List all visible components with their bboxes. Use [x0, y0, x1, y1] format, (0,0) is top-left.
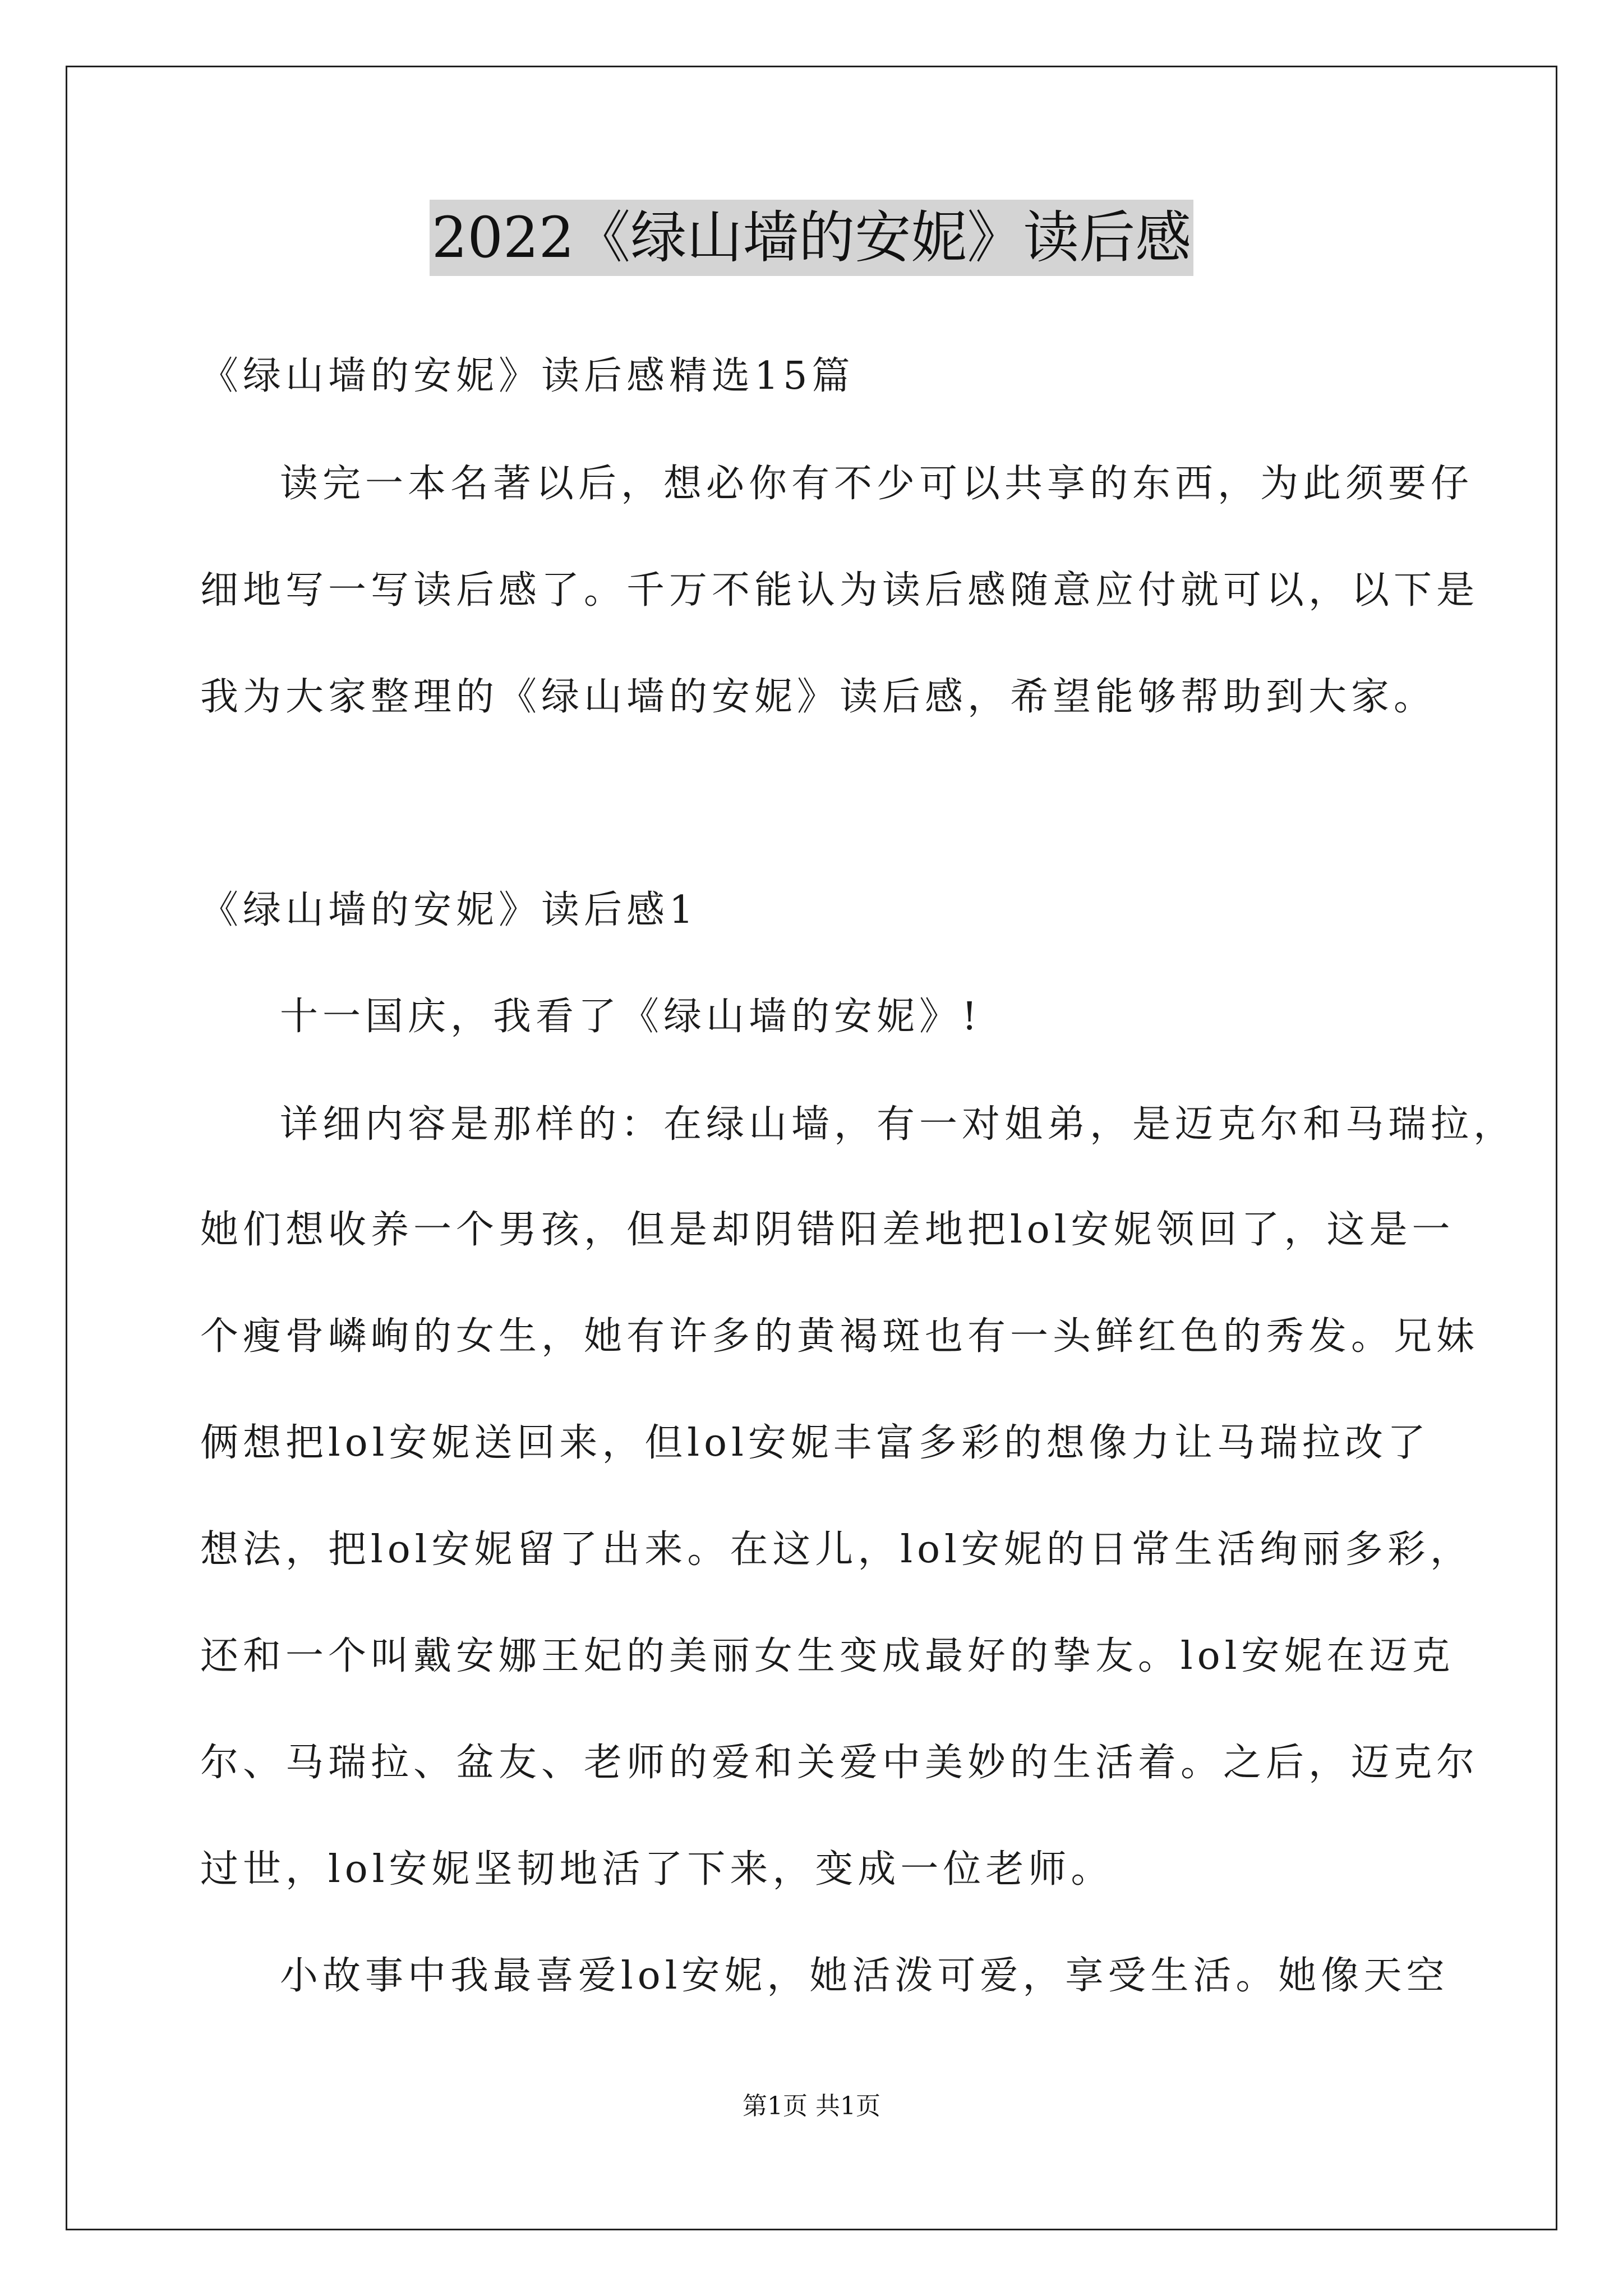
body-line: 想法，把lol安妮留了出来。在这儿，lol安妮的日常生活绚丽多彩，	[200, 1527, 1473, 1572]
section-heading: 《绿山墙的安妮》读后感1	[200, 888, 698, 932]
body-line: 十一国庆，我看了《绿山墙的安妮》!	[280, 995, 982, 1039]
title-container	[0, 200, 1623, 276]
body-line: 个瘦骨嶙峋的女生，她有许多的黄褐斑也有一头鲜红色的秀发。兄妹	[200, 1314, 1479, 1359]
intro-line: 细地写一写读后感了。千万不能认为读后感随意应付就可以，以下是	[200, 568, 1479, 613]
page-title: 2022《绿山墙的安妮》读后感	[430, 200, 1194, 276]
body-line: 小故事中我最喜爱lol安妮，她活泼可爱，享受生活。她像天空	[280, 1954, 1449, 1998]
body-line: 还和一个叫戴安娜王妃的美丽女生变成最好的挚友。lol安妮在迈克	[200, 1634, 1455, 1678]
body-line: 详细内容是那样的：在绿山墙，有一对姐弟，是迈克尔和马瑞拉，	[280, 1102, 1516, 1147]
intro-line: 读完一本名著以后，想必你有不少可以共享的东西，为此须要仔	[280, 462, 1474, 506]
body-line: 她们想收养一个男孩，但是却阴错阳差地把lol安妮领回了，这是一	[200, 1208, 1455, 1252]
body-line: 过世，lol安妮坚韧地活了下来，变成一位老师。	[200, 1847, 1114, 1892]
body-line: 俩想把lol安妮送回来，但lol安妮丰富多彩的想像力让马瑞拉改了	[200, 1421, 1430, 1465]
intro-line: 我为大家整理的《绿山墙的安妮》读后感，希望能够帮助到大家。	[200, 675, 1437, 719]
page-footer: 第1页 共1页	[743, 2092, 880, 2120]
body-line: 尔、马瑞拉、盆友、老师的爱和关爱中美妙的生活着。之后，迈克尔	[200, 1741, 1479, 1785]
subtitle: 《绿山墙的安妮》读后感精选15篇	[200, 354, 855, 398]
